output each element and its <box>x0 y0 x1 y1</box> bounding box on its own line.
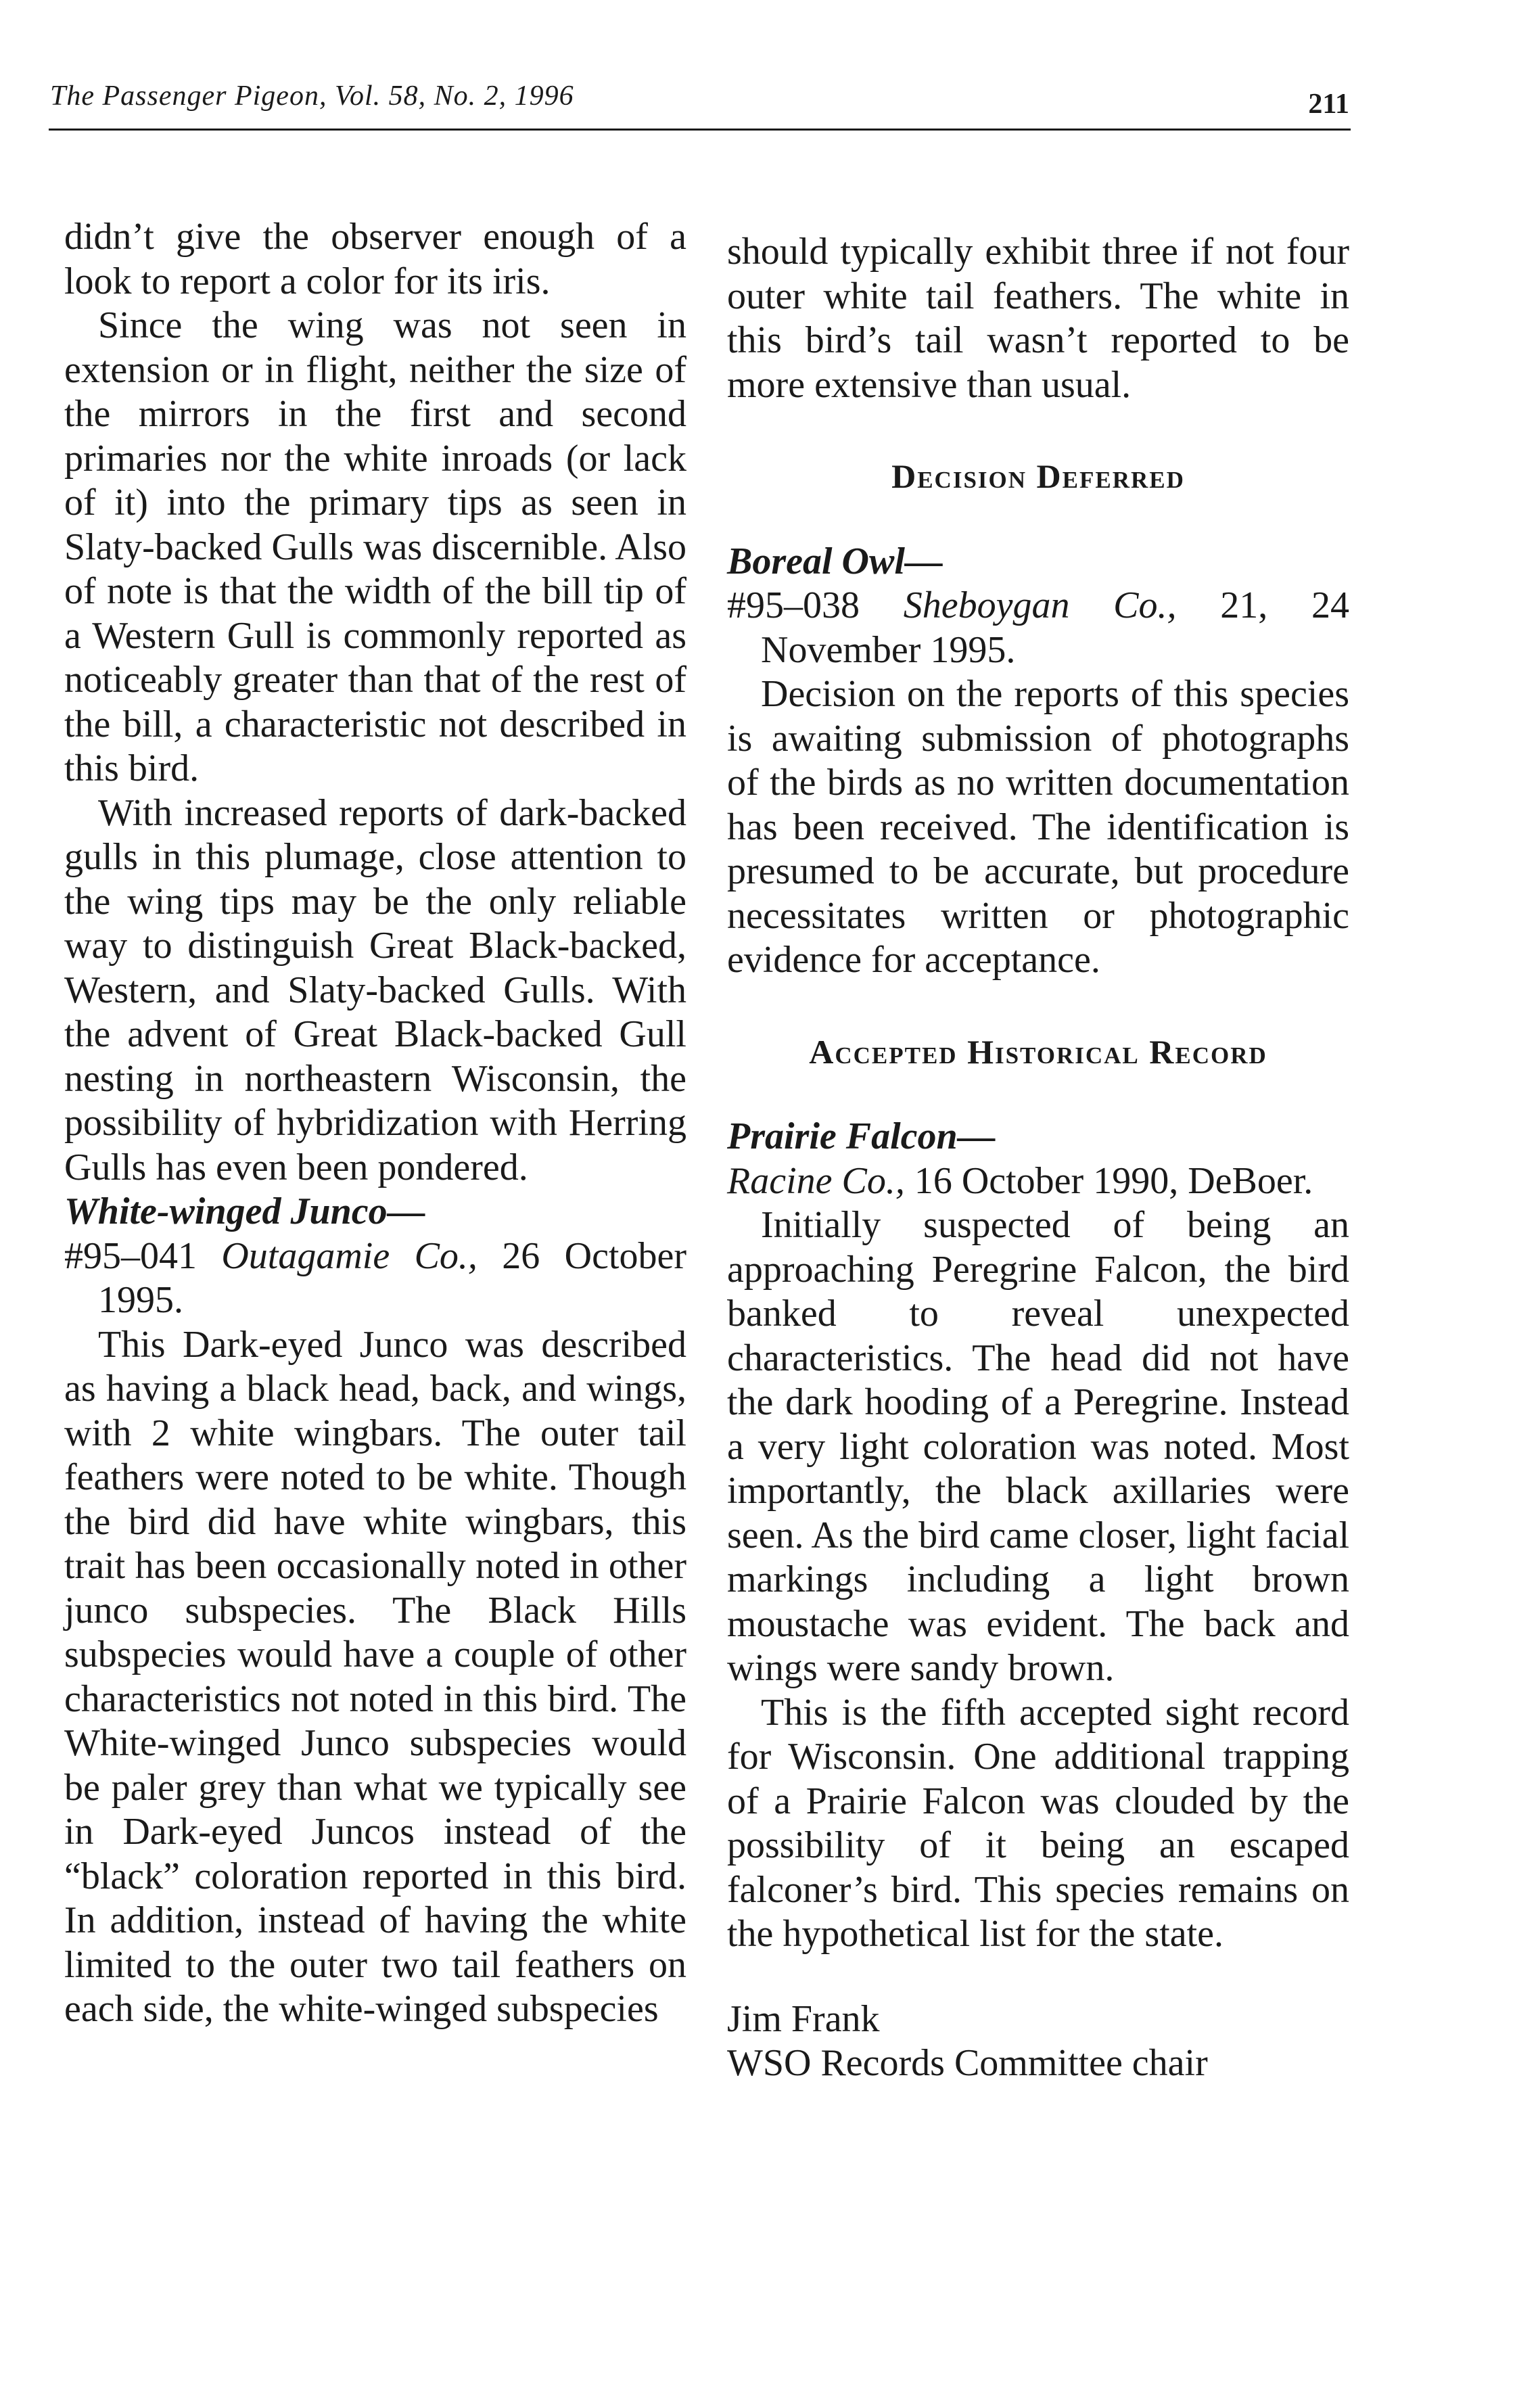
section-heading-decision-deferred: Decision Deferred <box>891 457 1185 495</box>
record-number: #95–041 <box>64 1234 197 1277</box>
record-line-falcon <box>727 1159 1349 1204</box>
right-column <box>727 230 1349 2086</box>
left-paragraph-1: didn’t give the observer enough of a look to report a color for its iris. <box>64 216 686 302</box>
record-date: 16 October 1990, DeBoer. <box>914 1159 1313 1202</box>
record-line-junco <box>64 1234 686 1323</box>
species-heading-boreal-owl: Boreal Owl— <box>727 540 943 582</box>
right-paragraph-2: Decision on the reports of this species is awaiting submission of photographs of the birds as no written documentation has been received. The identification is presumed to be accurate, but procedure necessitates written or photographic evidence for acceptance. <box>727 673 1349 981</box>
header-rule <box>49 129 1351 131</box>
left-paragraph-4: This Dark-eyed Junco was described as having a black head, back, and wings, with 2 white wingbars. The outer tail feathers were noted to be white. Though the bird did have white wingbars, this trait has been occasionally noted in other junco subspecies. The Black Hills subspecies would have a couple of other characteristics not noted in this bird. The White-winged Junco subspecies would be paler grey than what we typically see in Dark-eyed Juncos instead of the “black” coloration reported in this bird. In addition, instead of having the white limited to the outer two tail feathers on each side, the white-winged subspecies <box>64 1323 686 2030</box>
record-number: #95–038 <box>727 584 860 626</box>
right-paragraph-4: This is the fifth accepted sight record for Wisconsin. One additional trapping of a Prairie Falcon was clouded by the possibility of it being an escaped falconer’s bird. This species remains on the hypothetical list for the state. <box>727 1691 1349 1955</box>
section-heading-accepted-historical: Accepted Historical Record <box>809 1032 1267 1071</box>
signature-block <box>727 1997 1349 2086</box>
running-head: The Passenger Pigeon, Vol. 58, No. 2, 1996 <box>50 80 574 112</box>
right-paragraph-3: Initially suspected of being an approaching Peregrine Falcon, the bird banked to reveal unexpected characteristics. The head did not have the dark hooding of a Peregrine. Instead a very light coloration was noted. Most importantly, the black axillaries were seen. As the bird came closer, light facial markings including a light brown moustache was evident. The back and wings were sandy brown. <box>727 1204 1349 1689</box>
record-county: Outagamie Co., <box>221 1234 477 1277</box>
record-county: Sheboygan Co., <box>903 584 1177 626</box>
right-paragraph-1: should typically exhibit three if not four outer white tail feathers. The white in this bird’s tail wasn’t reported to be more extensive than usual. <box>727 231 1349 406</box>
page-number: 211 <box>1308 89 1349 120</box>
record-county: Racine Co., <box>727 1159 905 1202</box>
left-paragraph-3: With increased reports of dark-backed gulls in this plumage, close attention to the wing tips may be the only reliable way to distinguish Great Black-backed, Western, and Slaty-backed Gulls. With the advent of Great Black-backed Gull nesting in northeastern Wisconsin, the possibility of hybridization with Herring Gulls has even been pondered. <box>64 791 686 1188</box>
left-paragraph-2: Since the wing was not seen in extension or in flight, neither the size of the mirrors in the first and second primaries nor the white inroads (or lack of it) into the primary tips as seen in Slaty-backed Gulls was discernible. Also of note is that the width of the bill tip of a Western Gull is commonly reported as noticeably greater than that of the rest of the bill, a characteristic not described in this bird. <box>64 304 686 789</box>
record-line-owl <box>727 584 1349 672</box>
signature-title: WSO Records Committee chair <box>727 2042 1208 2084</box>
species-heading-junco: White-winged Junco— <box>64 1190 425 1232</box>
record-date: 21, 24 November 1995. <box>761 584 1349 671</box>
left-column <box>64 215 686 2032</box>
species-heading-prairie-falcon: Prairie Falcon— <box>727 1115 996 1157</box>
record-date: 26 October 1995. <box>98 1234 686 1321</box>
signature-name: Jim Frank <box>727 1997 880 2040</box>
